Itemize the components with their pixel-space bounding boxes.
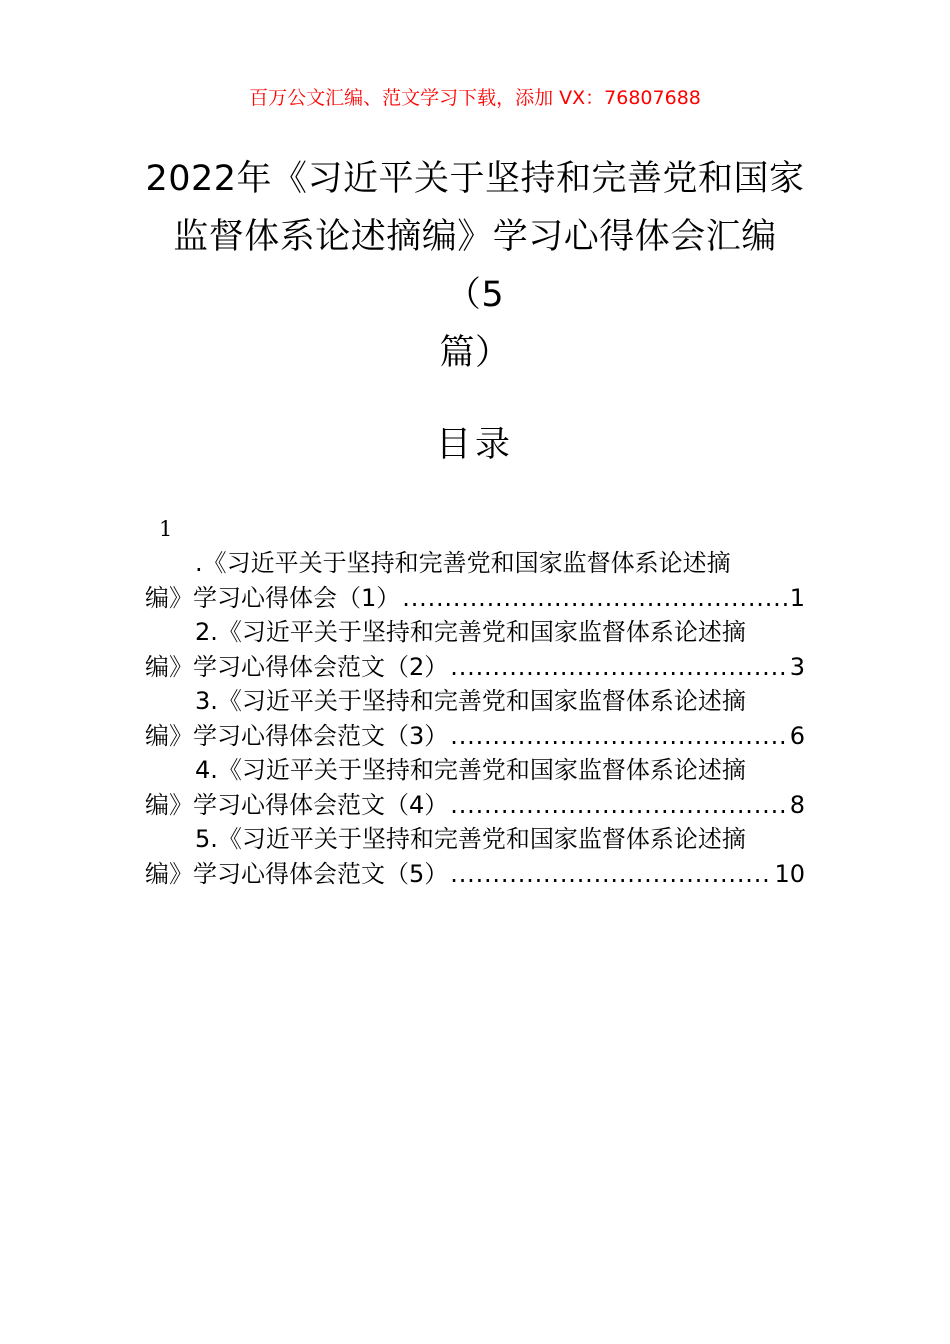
toc-dot-leader: [450, 788, 787, 823]
toc-entry-1[interactable]: [145, 546, 805, 615]
toc-entry-subtitle: 编》学习心得体会范文（2）: [145, 652, 449, 681]
toc-entry-subtitle: 编》学习心得体会（1）: [145, 583, 401, 612]
toc-page-number: 8: [789, 790, 805, 819]
toc-dot-leader: [450, 650, 787, 685]
toc-entry-subtitle: 编》学习心得体会范文（3）: [145, 721, 449, 750]
toc-page-number: 6: [789, 721, 805, 750]
toc-entry-line: [145, 857, 805, 892]
table-of-contents: [145, 512, 805, 891]
toc-entry-subtitle: 编》学习心得体会范文（5）: [145, 859, 449, 888]
title-line-3: 篇）: [439, 333, 511, 373]
toc-entry-title: 2.《习近平关于坚持和完善党和国家监督体系论述摘: [195, 618, 746, 646]
toc-dot-leader: [402, 581, 787, 616]
toc-entry-title: 4.《习近平关于坚持和完善党和国家监督体系论述摘: [195, 756, 746, 784]
header-note: [0, 84, 950, 112]
toc-stray-number: 1: [159, 517, 173, 541]
toc-dot-leader: [450, 857, 772, 892]
toc-entry-4[interactable]: [145, 753, 805, 822]
toc-entry-5[interactable]: [145, 822, 805, 891]
document-title: [145, 150, 805, 382]
toc-page-number: 3: [789, 652, 805, 681]
toc-entry-3[interactable]: [145, 684, 805, 753]
toc-entry-line: [145, 788, 805, 823]
toc-entry-title: 5.《习近平关于坚持和完善党和国家监督体系论述摘: [195, 825, 746, 853]
header-note-text: 百万公文汇编、范文学习下载，添加 VX：76807688: [249, 87, 701, 109]
title-line-2: 监督体系论述摘编》学习心得体会汇编（5: [173, 217, 777, 315]
toc-entry-2[interactable]: [145, 615, 805, 684]
toc-heading: 目录: [435, 425, 514, 465]
toc-entry-line: [145, 650, 805, 685]
toc-entry-line: [145, 719, 805, 754]
toc-entry-line: [145, 581, 805, 616]
toc-page-number: 10: [774, 859, 805, 888]
toc-entry-title: .《习近平关于坚持和完善党和国家监督体系论述摘: [195, 549, 731, 577]
toc-dot-leader: [450, 719, 787, 754]
title-line-1: 2022年《习近平关于坚持和完善党和国家: [145, 159, 805, 199]
toc-page-number: 1: [789, 583, 805, 612]
toc-entry-title: 3.《习近平关于坚持和完善党和国家监督体系论述摘: [195, 687, 746, 715]
toc-entry-subtitle: 编》学习心得体会范文（4）: [145, 790, 449, 819]
